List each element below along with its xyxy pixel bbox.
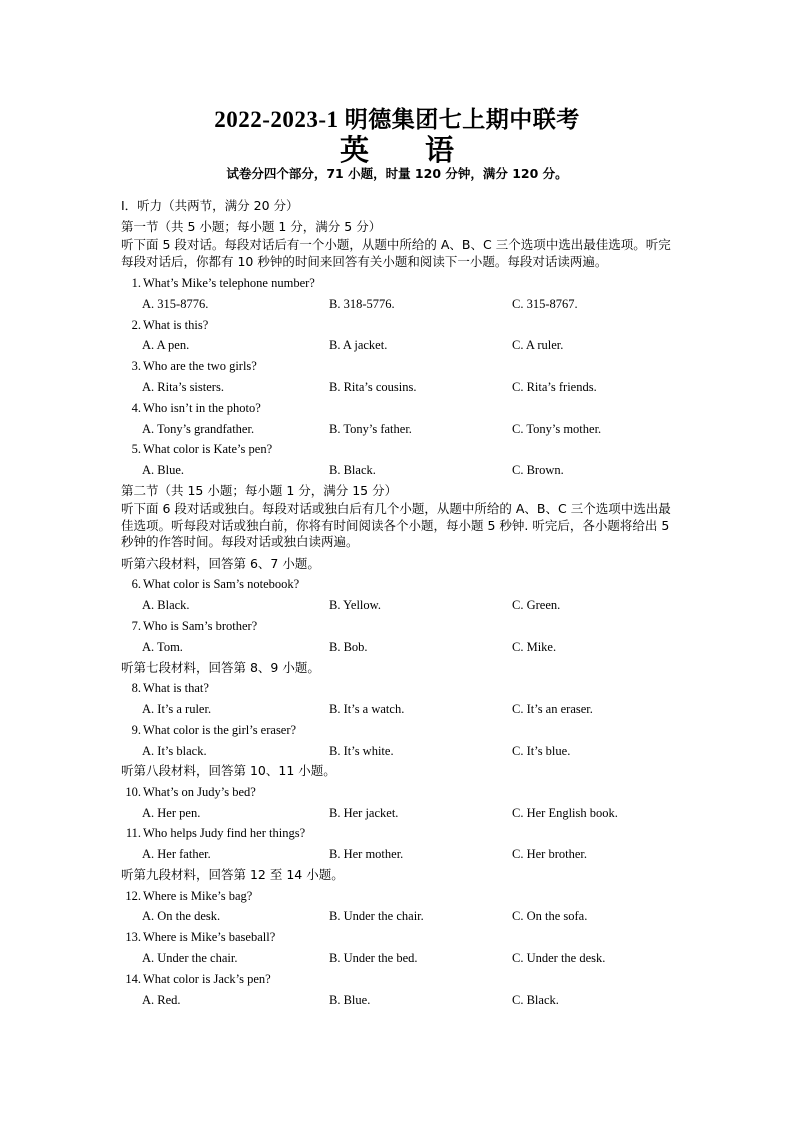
- option-c: C. Mike.: [512, 639, 557, 654]
- question-number: 9.: [131, 722, 141, 737]
- option-c: C. Green.: [512, 598, 561, 613]
- question-number: 4.: [131, 400, 141, 415]
- question-options: [121, 595, 681, 616]
- option-a: A. Rita’s sisters.: [142, 379, 224, 394]
- option-a: A. Black.: [142, 598, 190, 613]
- option-b: B. Blue.: [329, 992, 371, 1007]
- option-b: B. 318-5776.: [329, 296, 395, 311]
- question-stem: [121, 315, 681, 336]
- question-stem: [121, 273, 681, 294]
- option-b: B. A jacket.: [329, 338, 388, 353]
- question-text: Who isn’t in the photo?: [143, 400, 261, 415]
- option-a: A. On the desk.: [142, 909, 221, 924]
- part2-instructions: 听下面 6 段对话或独白。每段对话或独白后有几个小题，从题中所给的 A、B、C 三个选项中选出最佳选项。听每段对话或独白前，你将有时间阅读各个小题，每小题 5 秒钟. 听完后，各小题将给出 5 秒钟的作答时间。每段对话或独白读两遍。: [121, 501, 671, 550]
- option-b: B. Tony’s father.: [329, 421, 412, 436]
- question-number: 10.: [125, 784, 141, 799]
- question-stem: [121, 678, 681, 699]
- question-text: What color is Jack’s pen?: [143, 971, 271, 986]
- question-options: [121, 906, 681, 927]
- option-a: A. Blue.: [142, 463, 185, 478]
- option-a: A. A pen.: [142, 338, 190, 353]
- question-options: [121, 335, 681, 356]
- option-c: C. It’s blue.: [512, 743, 571, 758]
- option-b: B. Black.: [329, 463, 376, 478]
- option-a: A. It’s black.: [142, 743, 207, 758]
- option-b: B. It’s a watch.: [329, 701, 405, 716]
- option-c: C. On the sofa.: [512, 909, 588, 924]
- question-text: What is that?: [143, 681, 209, 696]
- option-c: C. Rita’s friends.: [512, 379, 597, 394]
- option-b: B. Her jacket.: [329, 805, 399, 820]
- question-stem: [121, 720, 681, 741]
- option-a: A. Her pen.: [142, 805, 201, 820]
- question-text: What color is Kate’s pen?: [143, 442, 273, 457]
- question-number: 7.: [131, 619, 141, 634]
- question-stem: [121, 969, 681, 990]
- part2-heading: 第二节（共 15 小题；每小题 1 分，满分 15 分）: [121, 482, 398, 498]
- exam-intro: 试卷分四个部分，71 小题，时量 120 分钟，满分 120 分。: [226, 166, 568, 181]
- question-options: [121, 803, 681, 824]
- question-stem: [121, 398, 681, 419]
- question-stem: [121, 927, 681, 948]
- question-text: Where is Mike’s baseball?: [143, 930, 276, 945]
- part2-groups: [121, 554, 681, 1010]
- question-options: [121, 699, 681, 720]
- option-c: C. It’s an eraser.: [512, 701, 593, 716]
- subject-heading: [0, 128, 794, 169]
- question-number: 8.: [131, 681, 141, 696]
- subject-char: 语: [425, 133, 455, 167]
- question-number: 6.: [131, 577, 141, 592]
- question-stem: [121, 574, 681, 595]
- option-a: A. Under the chair.: [142, 950, 238, 965]
- question-options: [121, 419, 681, 440]
- subject-char: 英: [339, 133, 369, 167]
- question-stem: [121, 616, 681, 637]
- option-b: B. Under the chair.: [329, 909, 424, 924]
- option-a: A. Tony’s grandfather.: [142, 421, 255, 436]
- question-options: [121, 294, 681, 315]
- question-text: What color is the girl’s eraser?: [143, 722, 297, 737]
- question-options: [121, 990, 681, 1011]
- question-number: 14.: [125, 971, 141, 986]
- question-text: What’s Mike’s telephone number?: [143, 276, 315, 290]
- part1-questions: [121, 273, 681, 481]
- exam-title: 2022-2023-1 明德集团七上期中联考: [214, 107, 580, 132]
- question-number: 12.: [125, 888, 141, 903]
- question-options: [121, 460, 681, 481]
- question-options: [121, 844, 681, 865]
- question-number: 1.: [131, 276, 141, 290]
- question-stem: [121, 782, 681, 803]
- option-c: C. Tony’s mother.: [512, 421, 602, 436]
- option-b: B. Rita’s cousins.: [329, 379, 417, 394]
- group-label: 听第九段材料，回答第 12 至 14 小题。: [121, 867, 344, 883]
- option-b: B. Bob.: [329, 639, 368, 654]
- option-b: B. It’s white.: [329, 743, 394, 758]
- group-label: 听第八段材料，回答第 10、11 小题。: [121, 763, 336, 779]
- question-number: 3.: [131, 359, 141, 374]
- option-a: A. It’s a ruler.: [142, 701, 212, 716]
- option-c: C. A ruler.: [512, 338, 564, 353]
- question-options: [121, 377, 681, 398]
- question-text: Where is Mike’s bag?: [143, 888, 253, 903]
- option-c: C. Her brother.: [512, 847, 587, 862]
- question-number: 13.: [125, 930, 141, 945]
- question-options: [121, 637, 681, 658]
- question-stem: [121, 886, 681, 907]
- group-label: 听第七段材料，回答第 8、9 小题。: [121, 659, 320, 675]
- question-text: What’s on Judy’s bed?: [143, 784, 256, 799]
- group-label: 听第六段材料，回答第 6、7 小题。: [121, 555, 320, 571]
- listening-section: [121, 196, 681, 1010]
- question-text: Who is Sam’s brother?: [143, 619, 258, 634]
- section-heading: I．听力（共两节，满分 20 分）: [121, 198, 299, 213]
- question-stem: [121, 823, 681, 844]
- question-text: Who are the two girls?: [143, 359, 257, 374]
- question-stem: [121, 356, 681, 377]
- question-stem: [121, 439, 681, 460]
- option-a: A. Her father.: [142, 847, 211, 862]
- option-c: C. Under the desk.: [512, 950, 606, 965]
- question-number: 11.: [125, 826, 141, 841]
- option-b: B. Under the bed.: [329, 950, 418, 965]
- option-c: C. Her English book.: [512, 805, 618, 820]
- option-c: C. 315-8767.: [512, 296, 578, 311]
- option-a: A. Tom.: [142, 639, 183, 654]
- question-options: [121, 948, 681, 969]
- part1-instructions: 听下面 5 段对话。每段对话后有一个小题，从题中所给的 A、B、C 三个选项中选出最佳选项。听完每段对话后，你都有 10 秒钟的时间来回答有关小题和阅读下一小题。每段对话读两遍。: [121, 237, 671, 269]
- option-c: C. Brown.: [512, 463, 564, 478]
- option-b: B. Her mother.: [329, 847, 404, 862]
- question-number: 2.: [131, 317, 141, 332]
- part1-heading: 第一节（共 5 小题；每小题 1 分，满分 5 分）: [121, 218, 382, 234]
- question-options: [121, 741, 681, 762]
- option-c: C. Black.: [512, 992, 559, 1007]
- option-b: B. Yellow.: [329, 598, 381, 613]
- option-a: A. 315-8776.: [142, 296, 209, 311]
- question-text: What is this?: [143, 317, 209, 332]
- question-text: What color is Sam’s notebook?: [143, 577, 300, 592]
- question-text: Who helps Judy find her things?: [143, 826, 306, 841]
- option-a: A. Red.: [142, 992, 181, 1007]
- question-number: 5.: [131, 442, 141, 457]
